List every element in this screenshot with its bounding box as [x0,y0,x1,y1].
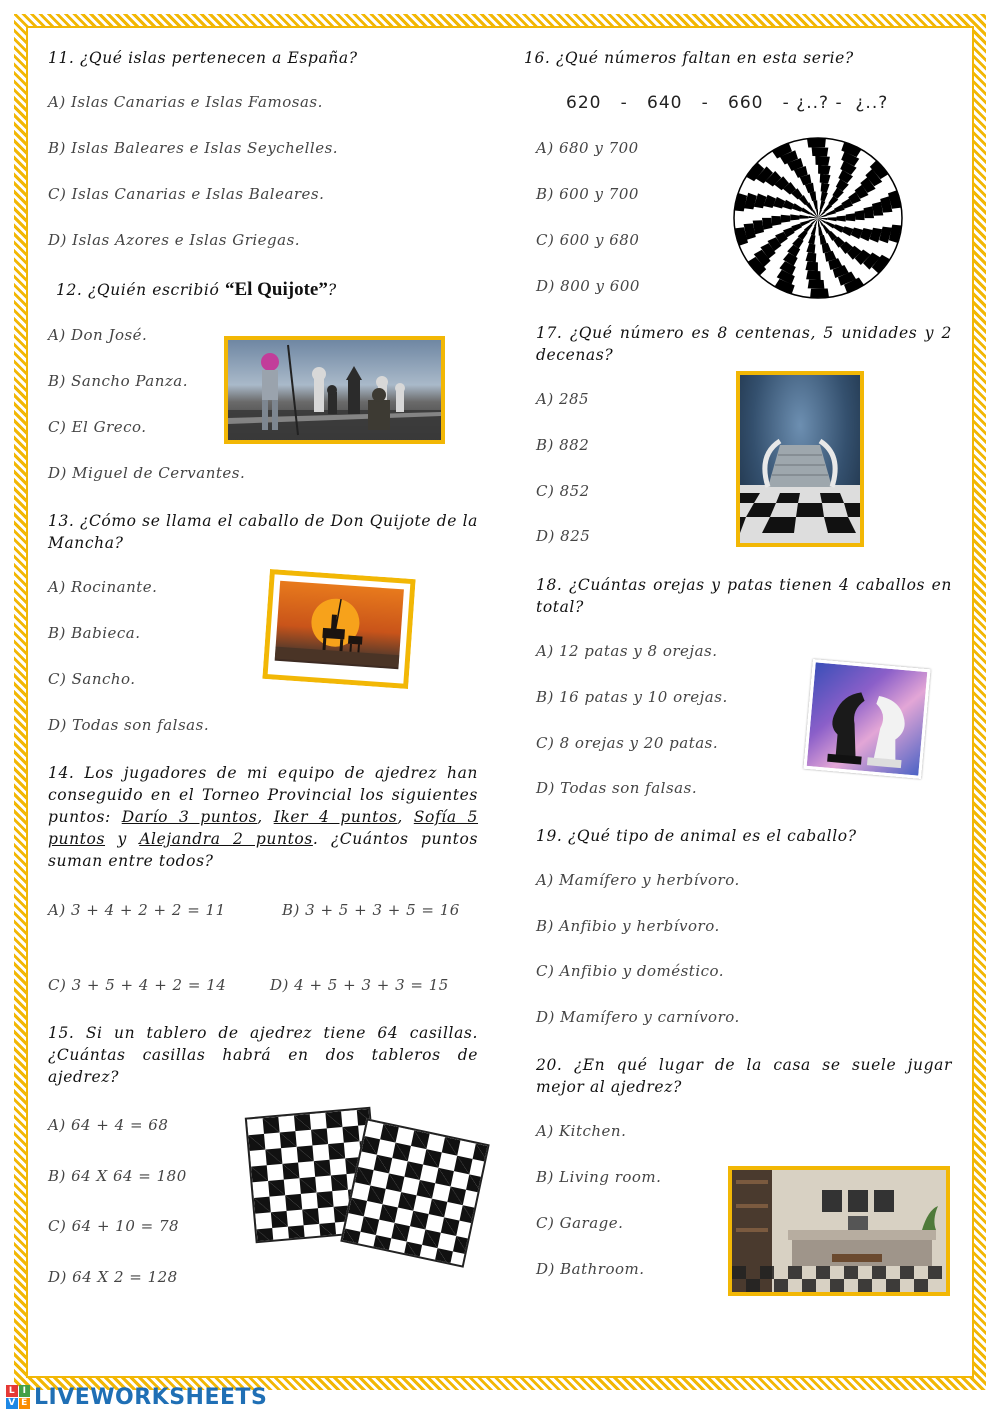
q12-option-c[interactable]: C) El Greco. [48,418,147,436]
chessboard-2-image [340,1118,489,1267]
question-12-title: “El Quijote” [224,279,328,300]
q14-sep-3: y [105,830,140,848]
q19-option-c[interactable]: C) Anfibio y doméstico. [536,962,725,980]
q13-option-a[interactable]: A) Rocinante. [48,578,158,596]
don-quijote-sunset-image [262,569,415,689]
q11-option-c[interactable]: C) Islas Canarias e Islas Baleares. [48,185,325,203]
q13-option-b[interactable]: B) Babieca. [48,624,141,642]
question-11: 11. ¿Qué islas pertenecen a España? [48,49,358,67]
q14-player-alejandra: Alejandra 2 puntos [139,830,313,848]
q12-option-d[interactable]: D) Miguel de Cervantes. [48,464,246,482]
q18-option-b[interactable]: B) 16 patas y 10 orejas. [536,688,728,706]
q13-option-c[interactable]: C) Sancho. [48,670,136,688]
q16-option-a[interactable]: A) 680 y 700 [536,139,639,157]
q15-option-b[interactable]: B) 64 X 64 = 180 [48,1167,187,1185]
question-12-text: 12. ¿Quién escribió [56,281,225,299]
q18-option-c[interactable]: C) 8 orejas y 20 patas. [536,734,719,752]
q20-option-a[interactable]: A) Kitchen. [536,1122,627,1140]
q20-option-d[interactable]: D) Bathroom. [536,1260,645,1278]
sphere-tile [815,156,830,166]
q15-option-d[interactable]: D) 64 X 2 = 128 [48,1268,178,1286]
logo-letter-l: L [6,1385,18,1397]
q17-option-b[interactable]: B) 882 [536,436,590,454]
brand-name[interactable]: LIVEWORKSHEETS [34,1384,268,1410]
q11-option-b[interactable]: B) Islas Baleares e Islas Seychelles. [48,139,339,157]
sphere-tile [805,261,818,271]
checkered-sphere-image [732,136,904,300]
q14-sep-2: , [397,808,414,826]
sphere-tile [807,138,826,147]
q14-sep-1: , [257,808,274,826]
sphere-tile [771,216,781,226]
q13-option-d[interactable]: D) Todas son falsas. [48,716,210,734]
question-15: 15. Si un tablero de ajedrez tiene 64 casillas. ¿Cuántas casillas habrá en dos tableros de ajedrez? [48,1024,478,1086]
q14-option-a[interactable]: A) 3 + 4 + 2 + 2 = 11 [48,901,226,919]
question-12 [56,279,337,301]
q18-option-d[interactable]: D) Todas son falsas. [536,779,698,797]
q14-option-b[interactable]: B) 3 + 5 + 3 + 5 = 16 [282,901,460,919]
q18-option-a[interactable]: A) 12 patas y 8 orejas. [536,642,718,660]
question-13: 13. ¿Cómo se llama el caballo de Don Quijote de la Mancha? [48,512,478,552]
chess-knights-image [803,659,930,779]
sphere-tile [808,280,825,289]
q12-option-a[interactable]: A) Don José. [48,326,148,344]
question-20: 20. ¿En qué lugar de la casa se suele jugar mejor al ajedrez? [536,1056,952,1096]
sphere-tile [762,218,773,230]
q12-option-b[interactable]: B) Sancho Panza. [48,372,189,390]
q17-option-a[interactable]: A) 285 [536,390,590,408]
q19-option-d[interactable]: D) Mamífero y carnívoro. [536,1008,740,1026]
living-room-image [728,1166,950,1296]
question-18: 18. ¿Cuántas orejas y patas tienen 4 caballos en total? [536,576,952,616]
q11-option-d[interactable]: D) Islas Azores e Islas Griegas. [48,231,301,249]
chess-warrior-image [224,336,445,444]
q14-player-sofia: Sofía 5 puntos [48,808,479,848]
q16-number-series: 620 - 640 - 660 - ¿..? - ¿..? [566,93,889,113]
liveworksheets-logo-icon [6,1385,30,1409]
q14-option-d[interactable]: D) 4 + 5 + 3 + 3 = 15 [270,976,449,994]
question-14 [48,762,478,872]
question-14-question: . ¿Cuántos puntos suman entre todos? [48,830,478,870]
question-19: 19. ¿Qué tipo de animal es el caballo? [536,827,857,845]
sphere-tile [864,206,875,218]
sphere-tile [855,210,865,220]
logo-letter-e: E [19,1398,31,1410]
logo-letter-i: I [19,1385,31,1397]
q14-player-iker: Iker 4 puntos [273,808,398,826]
q19-option-b[interactable]: B) Anfibio y herbívoro. [536,917,720,935]
q16-option-c[interactable]: C) 600 y 680 [536,231,640,249]
question-17: 17. ¿Qué número es 8 centenas, 5 unidades y 2 decenas? [536,324,952,364]
question-16: 16. ¿Qué números faltan en esta serie? [524,49,854,67]
q20-option-c[interactable]: C) Garage. [536,1214,624,1232]
q14-player-dario: Darío 3 puntos [121,808,258,826]
sphere-tile [810,289,829,298]
staircase-image [736,371,864,547]
sphere-tile [846,213,855,221]
q19-option-a[interactable]: A) Mamífero y herbívoro. [536,871,740,889]
q16-option-d[interactable]: D) 800 y 600 [536,277,640,295]
q17-option-c[interactable]: C) 852 [536,482,590,500]
q20-option-b[interactable]: B) Living room. [536,1168,662,1186]
liveworksheets-footer [6,1382,267,1412]
q15-option-c[interactable]: C) 64 + 10 = 78 [48,1217,180,1235]
sphere-tile [812,147,829,156]
q11-option-a[interactable]: A) Islas Canarias e Islas Famosas. [48,93,323,111]
sphere-tile [818,165,831,175]
logo-letter-v: V [6,1398,18,1410]
q14-option-c[interactable]: C) 3 + 5 + 4 + 2 = 14 [48,976,227,994]
sphere-tile [781,215,790,223]
sphere-tile [806,270,821,280]
question-12-end: ? [327,281,337,299]
question-14-intro: 14. Los jugadores de mi equipo de ajedrez han conseguido en el Torneo Provincial los siguientes puntos: [48,764,478,826]
q16-option-b[interactable]: B) 600 y 700 [536,185,639,203]
q17-option-d[interactable]: D) 825 [536,527,591,545]
q15-option-a[interactable]: A) 64 + 4 = 68 [48,1116,169,1134]
